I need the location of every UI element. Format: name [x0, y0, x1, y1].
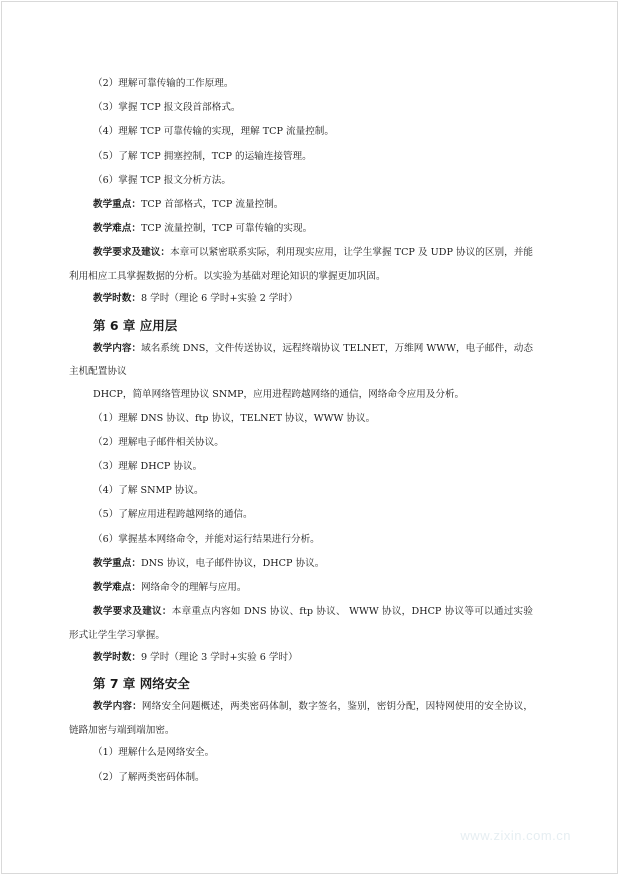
field-label: 教学时数：: [93, 293, 141, 305]
teaching-focus: [69, 558, 533, 570]
field-value: TCP 首部格式，TCP 流量控制。: [140, 198, 284, 210]
chapter-heading: 第 7 章 网络安全: [93, 676, 190, 692]
teaching-requirements: [69, 600, 533, 647]
field-value: 9 学时（理论 3 学时+实验 6 学时）: [140, 652, 298, 664]
teaching-difficulty: [69, 582, 533, 594]
field-label: 教学要求及建议：: [93, 247, 171, 259]
field-label: 教学时数：: [93, 652, 141, 664]
teaching-content: [69, 695, 533, 742]
list-item: （4）理解 TCP 可靠传输的实现，理解 TCP 流量控制。: [93, 126, 334, 138]
teaching-content: [69, 337, 533, 384]
list-item: （3）掌握 TCP 报文段首部格式。: [93, 102, 241, 114]
list-item: （3）理解 DHCP 协议。: [93, 461, 203, 473]
list-item: （1）理解 DNS 协议、ftp 协议，TELNET 协议，WWW 协议。: [93, 412, 376, 424]
list-item: （2）了解两类密码体制。: [93, 771, 205, 783]
field-value: 域名系统 DNS，文件传送协议，远程终端协议 TELNET，万维网 WWW，电子邮件，动态主机配置协议: [69, 342, 533, 377]
field-label: 教学难点：: [93, 223, 141, 235]
field-label: 教学重点：: [93, 557, 141, 569]
chapter-heading: 第 6 章 应用层: [93, 317, 178, 333]
field-value: 8 学时（理论 6 学时+实验 2 学时）: [140, 293, 298, 305]
document-body: [69, 78, 534, 796]
field-value: 网络安全问题概述，两类密码体制，数字签名，鉴别，密钥分配，因特网使用的安全协议，链路加密与端到端加密。: [69, 701, 534, 736]
field-value: 本章可以紧密联系实际，利用现实应用，让学生掌握 TCP 及 UDP 协议的区别，并能利用相应工具掌握数据的分析。以实验为基础对理论知识的掌握更加巩固。: [69, 247, 534, 282]
field-label: 教学难点：: [93, 582, 141, 593]
list-item: （2）理解电子邮件相关协议。: [93, 436, 224, 448]
field-value: DNS 协议，电子邮件协议，DHCP 协议。: [140, 557, 325, 569]
list-item: DHCP，简单网络管理协议 SNMP，应用进程跨越网络的通信，网络命令应用及分析。: [93, 388, 465, 400]
watermark: www.zixin.com.cn: [460, 828, 571, 843]
field-label: 教学内容：: [93, 701, 142, 713]
teaching-difficulty: [69, 223, 533, 235]
teaching-hours: [69, 293, 533, 305]
field-value: 网络命令的理解与应用。: [140, 582, 247, 593]
list-item: （6）掌握基本网络命令，并能对运行结果进行分析。: [93, 533, 320, 545]
teaching-focus: [69, 199, 533, 211]
list-item: （5）了解应用进程跨越网络的通信。: [93, 509, 253, 521]
field-label: 教学要求及建议：: [93, 606, 172, 618]
field-label: 教学内容：: [93, 342, 142, 354]
list-item: （4）了解 SNMP 协议。: [93, 485, 204, 497]
teaching-requirements: [69, 241, 533, 288]
list-item: （1）理解什么是网络安全。: [93, 747, 215, 759]
list-item: （5）了解 TCP 拥塞控制，TCP 的运输连接管理。: [93, 150, 312, 162]
field-value: 本章重点内容如 DNS 协议、ftp 协议、 WWW 协议，DHCP 协议等可以通过实验形式让学生学习掌握。: [69, 606, 533, 641]
list-item: （2）理解可靠传输的工作原理。: [93, 78, 234, 89]
field-value: TCP 流量控制，TCP 可靠传输的实现。: [140, 223, 313, 235]
list-item: （6）掌握 TCP 报文分析方法。: [93, 174, 231, 186]
teaching-hours: [69, 652, 533, 664]
field-label: 教学重点：: [93, 198, 141, 210]
